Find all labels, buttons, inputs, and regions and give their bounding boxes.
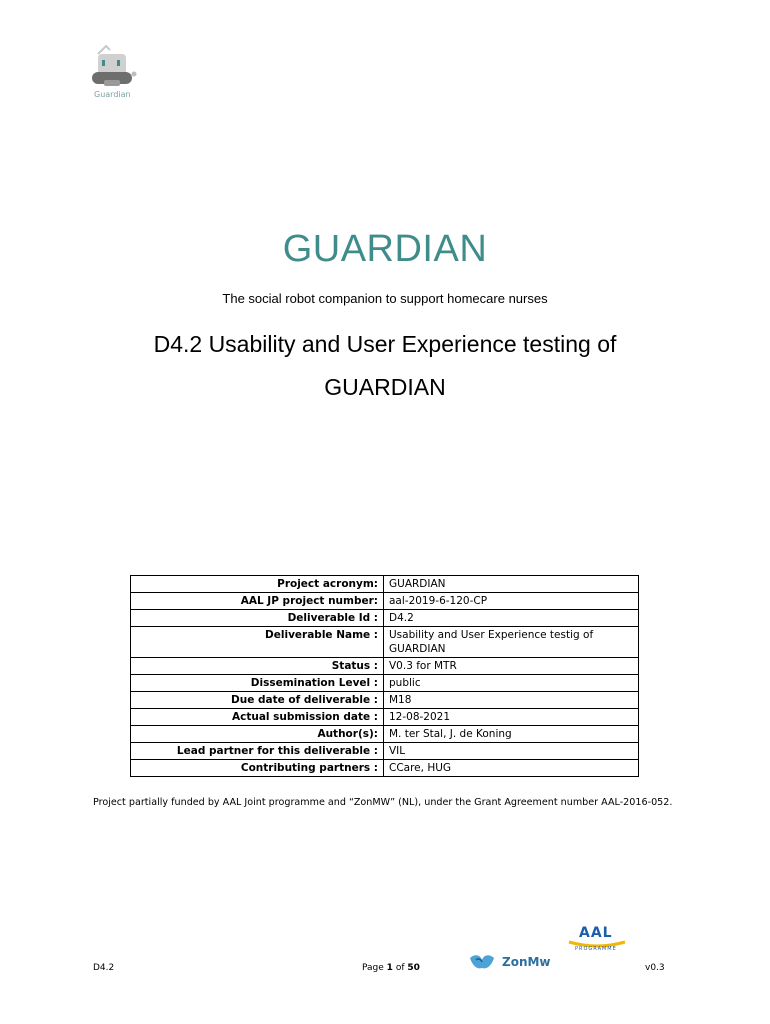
meta-row (131, 675, 639, 692)
meta-label: Due date of deliverable : (131, 692, 384, 709)
meta-value: GUARDIAN (384, 576, 639, 593)
meta-value: public (384, 675, 639, 692)
meta-value: 12-08-2021 (384, 709, 639, 726)
meta-label: Status : (131, 658, 384, 675)
project-subtitle: The social robot companion to support homecare nurses (222, 291, 548, 306)
logo-text: Guardian (94, 90, 131, 99)
deliverable-title-line-2: GUARDIAN (324, 374, 446, 400)
meta-label: Actual submission date : (131, 709, 384, 726)
funding-note: Project partially funded by AAL Joint programme and “ZonMW” (NL), under the Grant Agreement number AAL-2016-052. (93, 797, 673, 808)
footer-version: v0.3 (645, 963, 665, 973)
meta-row (131, 726, 639, 743)
meta-row (131, 610, 639, 627)
meta-value: V0.3 for MTR (384, 658, 639, 675)
meta-label: Contributing partners : (131, 760, 384, 777)
meta-value: M. ter Stal, J. de Koning (384, 726, 639, 743)
meta-label: Author(s): (131, 726, 384, 743)
page-total: 50 (407, 963, 420, 973)
meta-row (131, 627, 639, 658)
page-of: of (395, 963, 405, 973)
meta-label: Lead partner for this deliverable : (131, 743, 384, 760)
zonmw-logo-text: ZonMw (502, 955, 551, 969)
footer-page-number (362, 963, 420, 973)
meta-row (131, 760, 639, 777)
meta-label: Deliverable Id : (131, 610, 384, 627)
project-metadata-table (130, 575, 639, 777)
meta-row (131, 658, 639, 675)
meta-label: Project acronym: (131, 576, 384, 593)
meta-value: aal-2019-6-120-CP (384, 593, 639, 610)
aal-logo-subtext: PROGRAMME (575, 946, 617, 952)
meta-label: AAL JP project number: (131, 593, 384, 610)
meta-value: CCare, HUG (384, 760, 639, 777)
meta-value: VIL (384, 743, 639, 760)
footer-deliverable-id: D4.2 (93, 963, 115, 973)
meta-row (131, 593, 639, 610)
aal-logo-text: AAL (579, 925, 613, 941)
project-title: GUARDIAN (282, 228, 488, 270)
meta-value: M18 (384, 692, 639, 709)
meta-row (131, 743, 639, 760)
meta-value: Usability and User Experience testig of GUARDIAN (384, 627, 639, 658)
deliverable-title-line-1: D4.2 Usability and User Experience testing of (153, 331, 617, 357)
meta-row (131, 576, 639, 593)
meta-label: Dissemination Level : (131, 675, 384, 692)
meta-value: D4.2 (384, 610, 639, 627)
meta-row (131, 709, 639, 726)
page-prefix: Page (362, 963, 384, 973)
page-current: 1 (386, 963, 393, 973)
meta-label: Deliverable Name : (131, 627, 384, 658)
meta-row (131, 692, 639, 709)
